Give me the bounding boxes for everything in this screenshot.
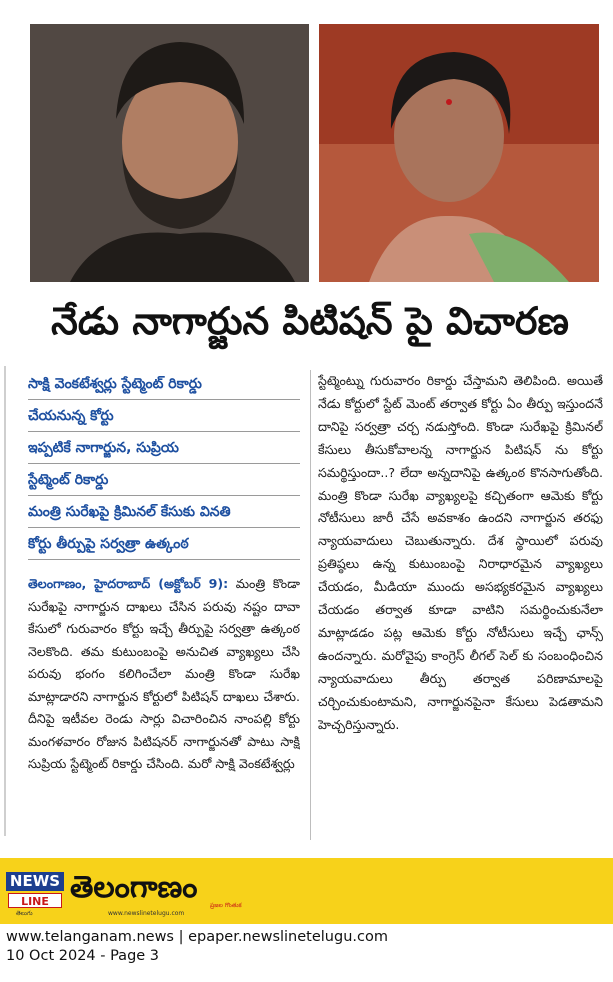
photo-konda-surekha — [319, 24, 599, 282]
logo-subtitle: తెలుగు — [16, 910, 33, 917]
article-left-column — [28, 573, 300, 843]
subhead: కోర్టు తీర్పుపై సర్వత్రా ఉత్కంఠ — [28, 530, 300, 560]
portrait-man-illustration — [30, 24, 309, 282]
masthead-tagline: ప్రజల గొంతుక — [210, 902, 242, 909]
footer-date-page: 10 Oct 2024 - Page 3 — [6, 948, 160, 964]
footer-banner — [0, 858, 613, 924]
photo-nagarjuna — [30, 24, 309, 282]
article-right-column — [318, 370, 603, 842]
footer-info — [6, 928, 606, 966]
subhead: మంత్రి సురేఖపై క్రిమినల్ కేసుకు వినతి — [28, 498, 300, 528]
portrait-woman-illustration — [319, 24, 599, 282]
article-text: మంత్రి కొండా సురేఖపై నాగార్జున దాఖలు చేసిన పరువు నష్టం దావా కేసులో గురువారం కోర్టు ఇచ్చే తీర్పుపై సర్వత్రా ఉత్కంఠ నెలకొంది. తమ కుటుంబంపై అనుచిత వ్యాఖ్యలు చేసి పరువు భంగం కలిగించేలా మంత్రి కొండా సురేఖ మాట్లాడారని నాగార్జున కోర్టులో పిటిషన్ దాఖలు చేశారు. దీనిపై ఇటీవల రెండు సార్లు విచారించిన నాంపల్లి కోర్టు మంగళవారం రోజున పిటిషనర్ నాగార్జునతో పాటు సాక్షి సుప్రియ స్టేట్మెంట్ రికార్డు చేసింది. మరో సాక్షి వెంకటేశ్వర్లు — [28, 576, 300, 771]
column-divider — [310, 370, 311, 840]
subheads-block — [28, 370, 300, 562]
masthead-url: www.newslinetelugu.com — [108, 910, 185, 917]
logo-news-text: NEWS — [6, 872, 64, 891]
subhead: స్టేట్మెంట్ రికార్డు — [28, 466, 300, 496]
headline: నేడు నాగార్జున పిటిషన్ పై విచారణ — [51, 299, 569, 343]
subhead: చేయనున్న కోర్టు — [28, 402, 300, 432]
logo-line-text: LINE — [8, 893, 62, 908]
footer-links[interactable]: www.telanganam.news | epaper.newslinetelugu.com — [6, 929, 388, 945]
page-edge-rule — [4, 366, 6, 836]
subhead: సాక్షి వెంకటేశ్వర్లు స్టేట్మెంట్ రికార్డు — [28, 370, 300, 400]
masthead-title: తెలంగాణం — [70, 870, 198, 905]
newsline-logo — [6, 872, 64, 908]
article-text: స్టేట్మెంట్ను గురువారం రికార్డు చేస్తామని తెలిపింది. అయితే నేడు కోర్టులో స్టేట్ మెంట్ తర్వాత కోర్టు ఏం తీర్పు ఇస్తుందనే దానిపై సర్వత్రా చర్చ నడుస్తోంది. కొండా సురేఖపై క్రిమినల్ కేసులు తీసుకోవాలన్న నాగార్జున పిటిషన్ ను కోర్టు సమర్థిస్తుందా..? లేదా అన్నదానిపై ఉత్కంఠ కొనసాగుతోంది. మంత్రి కొండా సురేఖ వ్యాఖ్యలపై కచ్చితంగా ఆమెకు కోర్టు నోటీసులు జారీ చేసే అవకాశం ఉందని నాగార్జున తరఫు న్యాయవాదులు చెబుతున్నారు. దేశ స్థాయిలో పరువు ప్రతిష్ఠలు ఉన్న కుటుంబంపై నిరాధారమైన వ్యాఖ్యలు చేయడం, మీడియా ముందు అసభ్యకరమైన వ్యాఖ్యలు చేయడం తర్వాత కూడా వాటిని సమర్థించుకునేలా మాట్లాడడం పట్ల ఆమెకు కోర్టు నోటీసులు ఇచ్చే ఛాన్స్ ఉందన్నారు. మరోవైపు కాంగ్రెస్ లీగల్ సెల్ కు సంబంధించిన న్యాయవాదులు తీర్పు తర్వాత పరిణామాలపై చర్చించుకుంటామని, నాగార్జునపైనా కేసులు పెడతామని హెచ్చరిస్తున్నారు. — [318, 373, 603, 732]
dateline: తెలంగాణం, హైదరాబాద్ (అక్టోబర్ 9): — [28, 576, 229, 591]
subhead: ఇప్పటికే నాగార్జున, సుప్రియ — [28, 434, 300, 464]
